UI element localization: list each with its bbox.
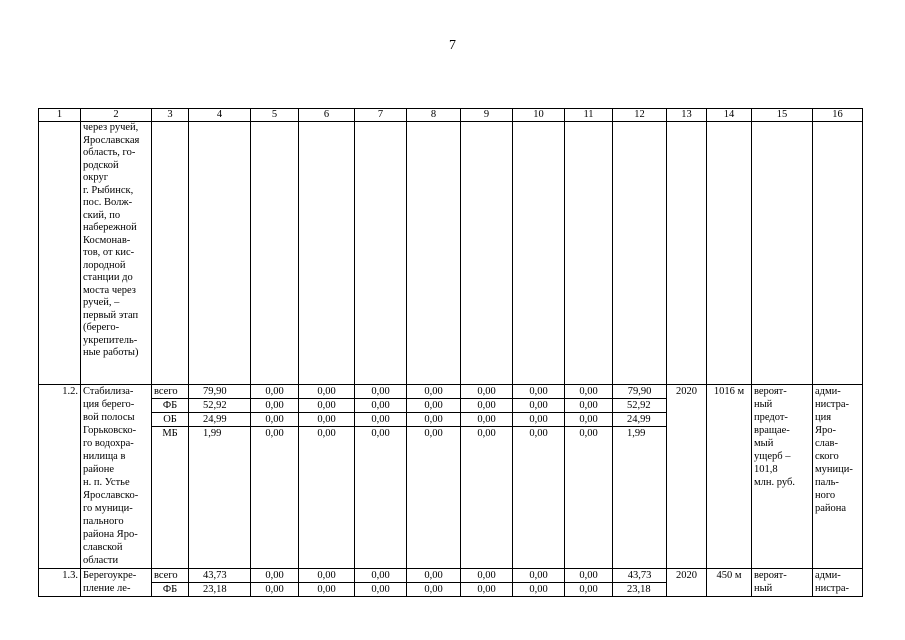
col-header: 11 (565, 109, 613, 122)
funding-source: МБ (152, 427, 189, 441)
year-cell: 2020 (667, 385, 707, 569)
value-cell: 0,00 (407, 427, 461, 441)
col-header: 1 (39, 109, 81, 122)
col-header: 4 (189, 109, 251, 122)
col-header: 6 (299, 109, 355, 122)
item-description: Стабилиза- ция берего- вой полосы Горьковско- го водохра- нилища в районе н. п. Устье Ярославско- го муници- пального района Яро- славской области (81, 385, 152, 569)
executor-cell: адми- нистра- ция Яро- слав- ского муници- паль- ного района (813, 385, 863, 569)
value-cell: 0,00 (565, 582, 613, 596)
value-cell: 0,00 (299, 427, 355, 441)
col-header: 12 (613, 109, 667, 122)
value-cell: 0,00 (461, 385, 513, 399)
value-cell: 52,92 (613, 399, 667, 413)
funding-source: всего (152, 568, 189, 582)
continuation-row (39, 122, 863, 385)
col-header: 14 (707, 109, 752, 122)
length-cell: 1016 м (707, 385, 752, 569)
value-cell: 0,00 (355, 399, 407, 413)
item-description: через ручей, Ярославская область, го- родской округ г. Рыбинск, пос. Волж- ский, по набережной Космонав- тов, от кис- лородной станции до моста через ручей, – первый этап (берего- укрепитель- ные работы) (81, 122, 152, 385)
value-cell: 0,00 (299, 385, 355, 399)
col-header: 10 (513, 109, 565, 122)
col-header: 5 (251, 109, 299, 122)
col-header: 15 (752, 109, 813, 122)
effect-cell: вероят- ный (752, 568, 813, 596)
value-cell: 43,73 (613, 568, 667, 582)
value-cell: 0,00 (251, 582, 299, 596)
value-cell: 0,00 (461, 568, 513, 582)
value-cell: 0,00 (355, 568, 407, 582)
executor-cell: адми- нистра- (813, 568, 863, 596)
value-cell: 0,00 (355, 413, 407, 427)
value-cell: 0,00 (407, 385, 461, 399)
value-cell: 23,18 (613, 582, 667, 596)
value-cell: 0,00 (355, 427, 407, 441)
value-cell: 0,00 (565, 568, 613, 582)
value-cell: 0,00 (565, 413, 613, 427)
value-cell: 0,00 (407, 413, 461, 427)
value-cell: 0,00 (251, 385, 299, 399)
table-row (39, 385, 863, 399)
value-cell: 0,00 (355, 582, 407, 596)
col-header: 16 (813, 109, 863, 122)
value-cell: 0,00 (407, 568, 461, 582)
value-cell: 1,99 (189, 427, 251, 441)
value-cell: 0,00 (355, 385, 407, 399)
value-cell: 0,00 (513, 413, 565, 427)
table-row (39, 568, 863, 582)
year-cell: 2020 (667, 568, 707, 596)
value-cell: 0,00 (251, 427, 299, 441)
value-cell: 0,00 (461, 427, 513, 441)
value-cell: 0,00 (407, 582, 461, 596)
value-cell: 0,00 (299, 399, 355, 413)
funding-source: ФБ (152, 582, 189, 596)
value-cell: 0,00 (299, 568, 355, 582)
value-cell: 0,00 (251, 568, 299, 582)
value-cell: 0,00 (251, 399, 299, 413)
col-header: 3 (152, 109, 189, 122)
value-cell: 24,99 (613, 413, 667, 427)
item-description: Берегоукре- пление ле- (81, 568, 152, 596)
col-header: 8 (407, 109, 461, 122)
value-cell: 0,00 (461, 399, 513, 413)
value-cell: 1,99 (613, 427, 667, 441)
value-cell: 0,00 (513, 385, 565, 399)
program-table (38, 108, 863, 597)
item-number: 1.2. (39, 385, 81, 569)
value-cell: 0,00 (461, 582, 513, 596)
value-cell: 52,92 (189, 399, 251, 413)
effect-cell: вероят- ный предот- вращае- мый ущерб – 101,8 млн. руб. (752, 385, 813, 569)
value-cell: 43,73 (189, 568, 251, 582)
value-cell: 0,00 (513, 582, 565, 596)
value-cell: 0,00 (251, 413, 299, 427)
value-cell: 0,00 (299, 582, 355, 596)
length-cell: 450 м (707, 568, 752, 596)
col-header: 2 (81, 109, 152, 122)
value-cell: 0,00 (565, 427, 613, 441)
value-cell: 0,00 (461, 413, 513, 427)
value-cell: 79,90 (613, 385, 667, 399)
value-cell: 0,00 (407, 399, 461, 413)
value-cell: 0,00 (513, 568, 565, 582)
col-header: 7 (355, 109, 407, 122)
item-number: 1.3. (39, 568, 81, 596)
value-cell: 79,90 (189, 385, 251, 399)
value-cell: 0,00 (565, 399, 613, 413)
value-cell: 0,00 (513, 427, 565, 441)
value-cell: 0,00 (565, 385, 613, 399)
funding-source: ФБ (152, 399, 189, 413)
value-cell: 0,00 (299, 413, 355, 427)
page-number: 7 (449, 38, 456, 53)
funding-source: ОБ (152, 413, 189, 427)
funding-source: всего (152, 385, 189, 399)
col-header: 9 (461, 109, 513, 122)
header-row (39, 109, 863, 122)
value-cell: 23,18 (189, 582, 251, 596)
col-header: 13 (667, 109, 707, 122)
value-cell: 0,00 (513, 399, 565, 413)
value-cell: 24,99 (189, 413, 251, 427)
